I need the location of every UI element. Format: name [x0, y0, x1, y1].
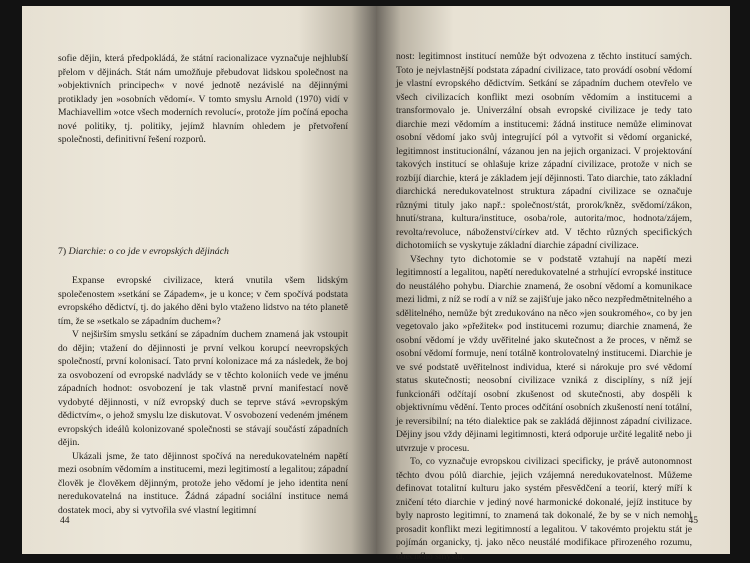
- body-paragraph: Expanse evropské civilizace, která vnutila všem lidským společenostem »setkání se Západem«, je u konce; v čem spočívá podstata evropského dědictví, tj. do jakého děni bylo vtaženo lidstvo na této planetě tím, že se »setkalo se západním duchem«?: [58, 275, 348, 327]
- body-paragraph: nost: legitimnost institucí nemůže být odvozena z těchto institucí samých. Toto je nejvlastnější podstata západní civilizace, tato provádí osobní vědomí je vlastní evropského dědictvím. Setkání se západním duchem otevřelo ve všech civilizacích konflikt mezi osobním vědomím a institucemi a transformovalo je. Univerzální obsah evropské civilizace je tedy tato diarchie mezi vědomím a institucemi: žádná instituce nemůže eliminovat osobní vědomí jako svůj integrující pól a vytvořit si vědomí organické, legitimnost institucionální, vázanou jen na jejich organizaci. V projektování takových institucí se ohlašuje krize západní civilizace, protože v nich se rozbíjí diarchie, která je základem její dějinnosti. Tato diarchie, tato základní diarchická neredukovatelnost struktura západní civilizace se označuje různými tituly jako např.: společnost/stát, prorok/kněz, svědomí/zákon, hnutí/strana, kultura/instituce, osoba/role, autorita/moc, hodnota/zájem, revolta/revoluce, náboženství/církev atd. V těchto různých specifických dichotomiích se vyskytuje základní diarchie západní civilizace.: [396, 51, 692, 251]
- open-book: [22, 6, 730, 562]
- left-page-intro: [58, 52, 348, 147]
- section-number: 7): [58, 246, 67, 257]
- body-paragraph: Ukázali jsme, že tato dějinnost spočívá na neredukovatelném napětí mezi osobním vědomím a institucemi, mezi legitimostí a legalitou; západní člověk je člověkem dějinným, protože jeho vědomí je jeho identita není neredukovatelná na instituce. Žádná západní sociální instituce nemá dostatek moci, aby si vytvořila své vlastní legitimní: [58, 450, 348, 516]
- page-number-right: 45: [688, 516, 698, 526]
- section-title-rest: : o co jde v evropských dějinách: [103, 246, 229, 257]
- body-paragraph: To, co vyznačuje evropskou civilizaci specificky, je právě autonomnost těchto dvou pólů diarchie, jejich vzájemná neredukovatelnost. Můžeme definovat totalitní kulturu jako systém přesvědčení a teorií, který míří k zničení této diarchie v jediný nové harmonické dokonalé, jejíž instituce by byly naprosto legitimní, to znamená tak dokonalé, že by se v nich nemohl prosadit konflikt mezi legitimností a legalitou. V takovémto projektu stát je pojímán organicky, tj. jako něco neustálé modifikace přirozeného rozumu, obecného smyslu,: [396, 456, 692, 562]
- section-title-word: Diarchie: [68, 246, 104, 257]
- left-page: [22, 6, 376, 554]
- right-page: [376, 6, 730, 562]
- section-heading: [58, 246, 229, 257]
- body-paragraph: V nejširším smyslu setkání se západním duchem znamená jak vstoupit do dějin; vtažení do dějinnosti je první velkou korupcí neevropských společností, první kolonisací. Tato první kolonizace má za následek, že boj za osvobození od evropské nadvlády se v těchto koloniích vede ve jménu západních hodnot: osvobození je tak vlastně první manifestací nově vydobyté dějinnosti, v níž evropský duch se teprve stává »evropským dědictvím«, o jehož smyslu lze diskutovat. V osvobození vedeném jménem evropských ideálů kolonizované společnosti se stávají součástí západních dějin.: [58, 329, 348, 448]
- intro-paragraph: sofie dějin, která předpokládá, že státní racionalizace vyznačuje nejhlubší přelom v dějinách. Stát nám umožňuje přebudovat lidskou společnost na »objektivních principech« v nové jednotě nezávislé na dějinnými protiklady jen »osobních vědomí«. V tomto smyslu Arnold (1970) vidí v Machiavellim »otce všech moderních revolucí«, protože jím počíná epocha nové politiky, tj. politiky, jejímž hlavním ohledem je přetvoření společnosti, definitivní řešení rozporů.: [58, 53, 348, 145]
- left-page-body: [58, 274, 348, 517]
- right-page-body: [396, 50, 692, 563]
- page-number-left: 44: [60, 516, 70, 526]
- body-paragraph: Všechny tyto dichotomie se v podstatě vztahují na napětí mezi legitimností a legalitou, napětí neredukovatelné a strhující evropské instituce do neustálého pohybu. Diarchie znamená, že osobní vědomí a komunikace mezi lidmi, z níž se rodí a v níž se zajišťuje jako něco nezpředmětnitelného a sdělitelného, nemůže být zredukováno na něco »jen soukromého«, co by jen vegetovalo jako »přežitek« pod institucemi rozumu; diarchie znamená, že osobní vědomí je vždy uvěřitelné jako skutečnost a že proces, v němž se osobní vědomí formuje, není totálně kontrolovatelný institucemi. Diarchie je ve své podstatě uvěřitelnost individua, které si nárokuje pro své vědomí status skutečnosti; neosobní civilizace vzniká z disciplíny, s níž její funkcionáři odčítají osobní zkušenost od skutečnosti, aby dospěli k objektivnímu vědění. Tento proces odčítání osobních zkušeností není totální, je reversibilní; na této dialektice pak se zakládá dějinnost západní civilizace. Dějiny jsou vždy dějinami legitimnosti, která odporuje určité legalitě nebo ji utvrzuje v procesu.: [396, 253, 692, 454]
